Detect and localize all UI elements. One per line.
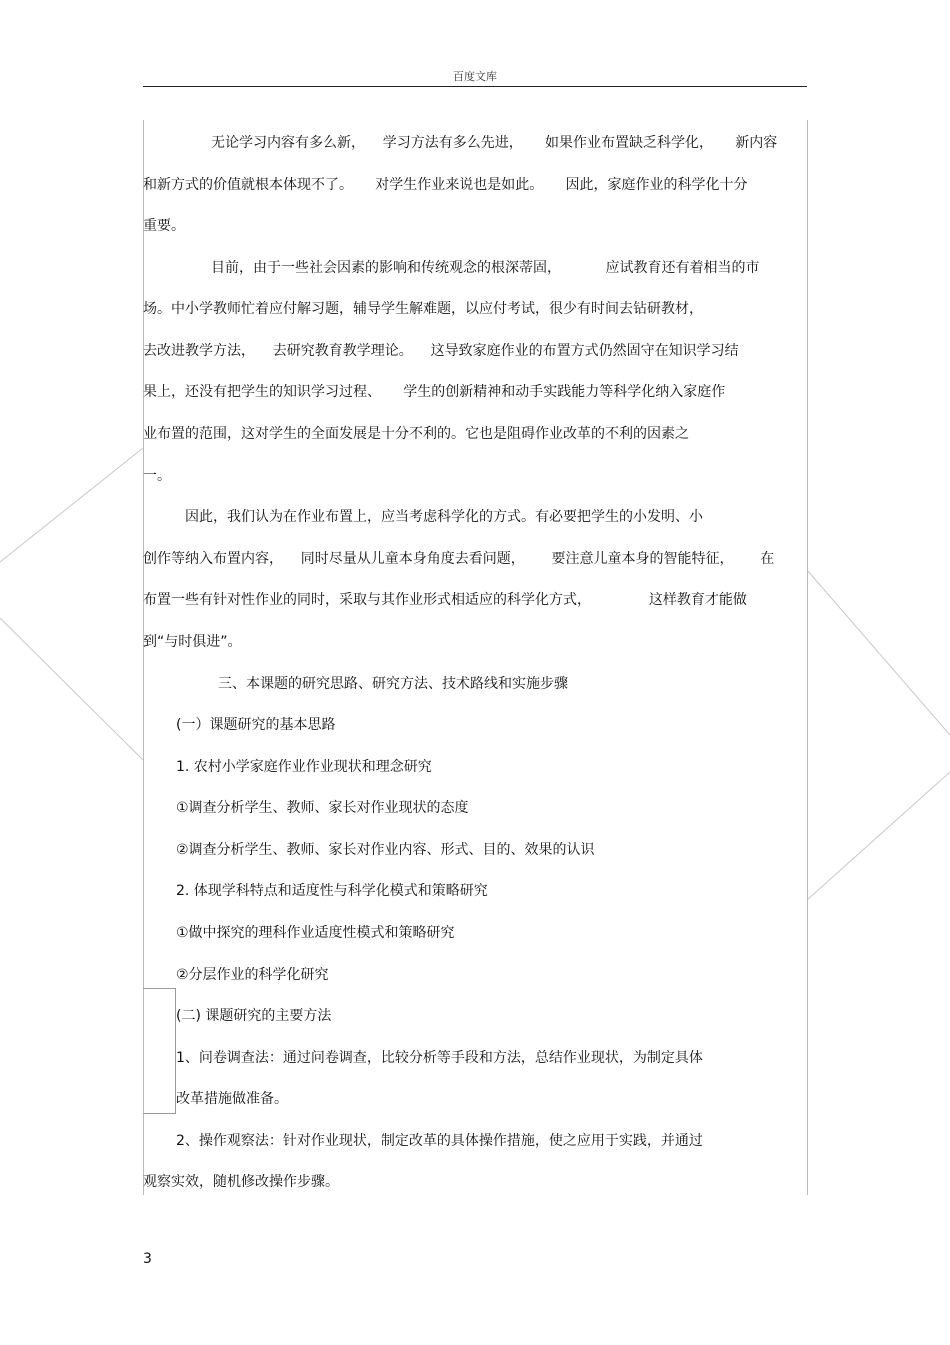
text-line: 场。中小学教师忙着应付解习题，辅导学生解难题，以应付考试，很少有时间去钻研教材， [143,301,703,317]
text-line: 布置一些有针对性作业的同时，采取与其作业形式相适应的科学化方式， 这样教育才能做 [143,592,747,608]
inner-frame-box [143,988,176,1114]
text-line: 1、问卷调查法：通过问卷调查，比较分析等手段和方法，总结作业现状，为制定具体 [176,1050,703,1066]
text-line: ①做中探究的理科作业适度性模式和策略研究 [176,925,455,941]
page-header: 百度文库 [453,70,497,83]
text-line: 业布置的范围，这对学生的全面发展是十分不利的。它也是阻碍作业改革的不利的因素之 [143,426,689,442]
text-line: 2. 体现学科特点和适度性与科学化模式和策略研究 [176,883,488,899]
text-line: 一。 [143,468,171,484]
text-line: ②调查分析学生、教师、家长对作业内容、形式、目的、效果的认识 [176,842,595,858]
text-line: 果上，还没有把学生的知识学习过程、 学生的创新精神和动手实践能力等科学化纳入家庭作 [143,384,726,400]
text-line: 重要。 [143,218,185,234]
section-heading: 三、本课题的研究思路、研究方法、技术路线和实施步骤 [218,676,568,692]
text-line: ①调查分析学生、教师、家长对作业现状的态度 [176,800,469,816]
text-line: 无论学习内容有多么新， 学习方法有多么先进， 如果作业布置缺乏科学化， 新内容 [211,135,778,151]
subsection-heading: (二) 课题研究的主要方法 [176,1008,332,1024]
text-line: 和新方式的价值就根本体现不了。 对学生作业来说也是如此。 因此，家庭作业的科学化十分 [143,177,748,193]
text-line: 去改进教学方法， 去研究教育教学理论。 这导致家庭作业的布置方式仍然固守在知识学习结 [143,343,739,359]
text-line: 创作等纳入布置内容， 同时尽量从儿童本身角度去看问题， 要注意儿童本身的智能特征， 在 [143,551,775,567]
text-line: 目前，由于一些社会因素的影响和传统观念的根深蒂固， 应试教育还有着相当的市 [211,260,760,276]
text-line: ②分层作业的科学化研究 [176,967,329,983]
text-line: 1. 农村小学家庭作业作业现状和理念研究 [176,759,432,775]
page-number: 3 [143,1251,152,1267]
text-line: 观察实效，随机修改操作步骤。 [143,1174,339,1190]
subsection-heading: (一）课题研究的基本思路 [176,717,336,733]
text-line: 2、操作观察法：针对作业现状，制定改革的具体操作措施，使之应用于实践，并通过 [176,1133,703,1149]
text-line: 因此，我们认为在作业布置上，应当考虑科学化的方式。有必要把学生的小发明、小 [185,509,703,525]
text-line: 到“与时俱进”。 [143,634,242,650]
text-line: 改革措施做准备。 [176,1091,288,1107]
frame-right-border [807,120,808,1195]
